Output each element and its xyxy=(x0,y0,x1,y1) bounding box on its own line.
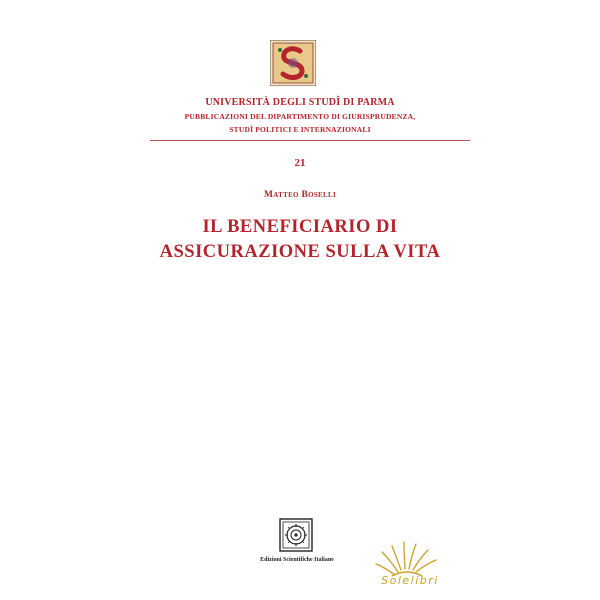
volume-number: 21 xyxy=(294,157,306,169)
header-divider xyxy=(150,140,470,141)
book-title-line-2: ASSICURAZIONE SULLA VITA xyxy=(159,242,441,262)
university-name: UNIVERSITÀ DEGLI STUDÎ DI PARMA xyxy=(205,97,395,108)
publisher-name: Edizioni Scientifiche Italiane xyxy=(260,557,334,563)
book-cover xyxy=(150,0,450,600)
illuminated-s-initial-icon xyxy=(270,40,316,86)
series-name-line-2: STUDÎ POLITICI E INTERNAZIONALI xyxy=(229,125,371,134)
book-title-line-1: IL BENEFICIARIO DI xyxy=(202,217,398,237)
series-name-line-1: PUBBLICAZIONI DEL DIPARTIMENTO DI GIURISPRUDENZA, xyxy=(184,112,416,121)
publisher-seal-icon xyxy=(279,518,313,552)
distributor-logo-text: Solelibri xyxy=(381,574,439,587)
author-name: Matteo Boselli xyxy=(264,190,336,200)
